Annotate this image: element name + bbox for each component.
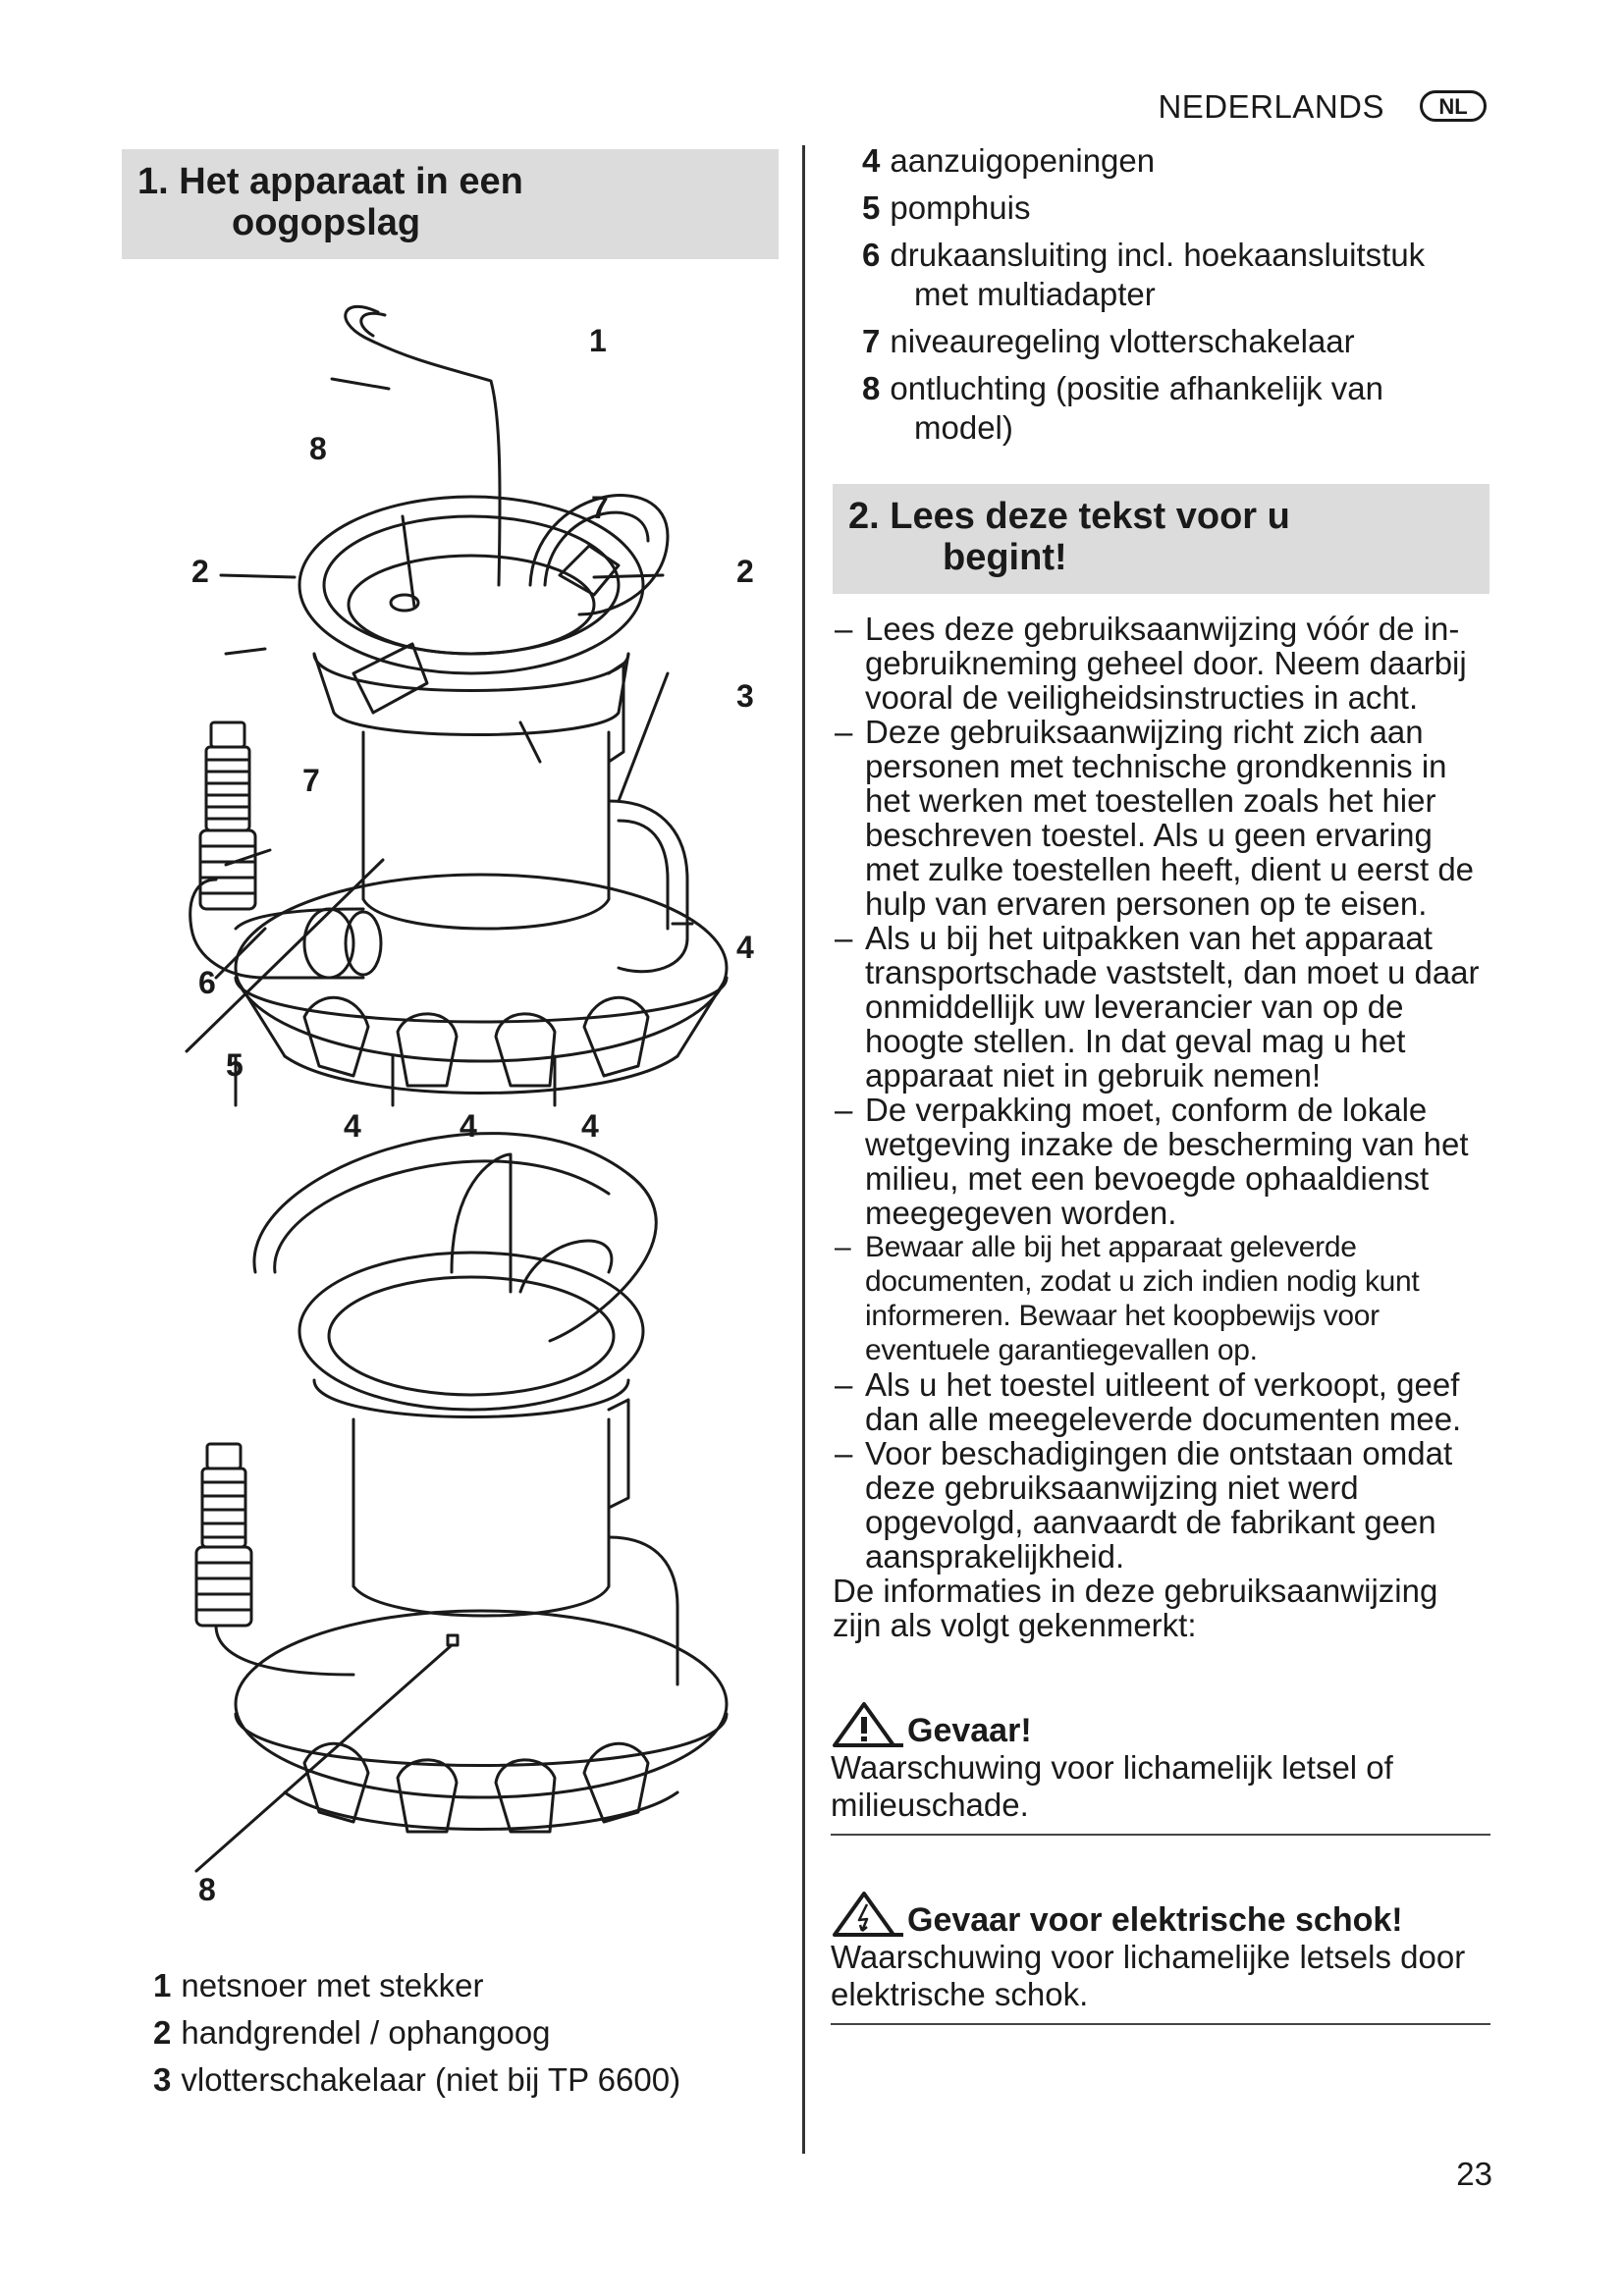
warning-title: Gevaar voor elektrische schok! bbox=[907, 1901, 1403, 1939]
instruction-item: – De verpakking moet, conform de lokale wetgeving inzake de bescherming van het milieu, met een bevoegde ophaaldienst meegegeven worden. bbox=[833, 1093, 1490, 1230]
instruction-item: – Deze gebruiksaanwijzing richt zich aan personen met technische grondkennis in het werken met toestellen zoals het hier beschreven toestel. Als u geen ervaring met zulke toestellen heeft, dient u eerst de hulp van ervaren personen op te eisen. bbox=[833, 715, 1490, 921]
warning-text: Waarschuwing voor lichamelijke letsels door elektrische schok. bbox=[831, 1939, 1466, 2012]
legend-item-8: 8 ontluchting (positie afhankelijk van model) bbox=[862, 370, 1383, 446]
callout-2-left: 2 bbox=[191, 554, 209, 589]
section-1-title-line2: oogopslag bbox=[232, 202, 421, 243]
pump-drawing-bottom bbox=[196, 1134, 727, 1871]
warning-rule bbox=[831, 1834, 1490, 1836]
callout-6: 6 bbox=[198, 965, 216, 1000]
callout-7-mid: 7 bbox=[302, 763, 320, 798]
callout-4-b: 4 bbox=[460, 1108, 477, 1144]
callout-8-bottom: 8 bbox=[198, 1872, 216, 1907]
legend-item-7: 7 niveauregeling vlotterschakelaar bbox=[862, 323, 1355, 359]
legend-item-1: 1 netsnoer met stekker bbox=[153, 1967, 484, 2003]
warning-title: Gevaar! bbox=[907, 1712, 1032, 1749]
language-header bbox=[1147, 88, 1490, 128]
legend-right bbox=[862, 141, 1490, 455]
callout-7-top: 7 bbox=[591, 490, 609, 525]
legend-item-4: 4 aanzuigopeningen bbox=[862, 142, 1156, 179]
legend-item-3: 3 vlotterschakelaar (niet bij TP 6600) bbox=[153, 2061, 681, 2098]
callout-2-right: 2 bbox=[736, 554, 754, 589]
section-2-title-line1: 2. Lees deze tekst voor u bbox=[848, 496, 1290, 537]
instruction-item: – Als u het toestel uitleent of verkoopt, geef dan alle meegeleverde documenten mee. bbox=[833, 1367, 1490, 1436]
electric-warning-icon bbox=[831, 1890, 905, 1939]
warning-block-danger bbox=[831, 1700, 1490, 1836]
legend-item-2: 2 handgrendel / ophangoog bbox=[153, 2014, 551, 2051]
callout-8: 8 bbox=[309, 431, 327, 466]
info-text: De informaties in deze gebruiksaanwijzing zijn als volgt gekenmerkt: bbox=[833, 1573, 1438, 1643]
pump-illustration bbox=[157, 291, 756, 1959]
callout-4-right: 4 bbox=[736, 930, 754, 965]
warning-text: Waarschuwing voor lichamelijk letsel of milieuschade. bbox=[831, 1749, 1393, 1823]
warning-block-electric bbox=[831, 1890, 1490, 2025]
column-divider bbox=[802, 145, 805, 2154]
legend-item-5: 5 pomphuis bbox=[862, 189, 1031, 226]
section-1-heading bbox=[122, 149, 779, 259]
section-1-title-line1: 1. Het apparaat in een bbox=[137, 161, 523, 202]
legend-item-6: 6 drukaansluiting incl. hoekaansluitstuk met multiadapter bbox=[862, 237, 1426, 312]
instruction-item: – Bewaar alle bij het apparaat geleverde documenten, zodat u zich indien nodig kunt informeren. Bewaar het koopbewijs voor eventuele garantiegevallen op. bbox=[833, 1230, 1490, 1367]
page-number: 23 bbox=[1456, 2156, 1492, 2192]
callout-1: 1 bbox=[589, 323, 607, 358]
instruction-item: – Als u bij het uitpakken van het apparaat transportschade vaststelt, dan moet u daar onmiddellijk uw leverancier van op de hoogte stellen. In dat geval mag u het apparaat niet in gebruik nemen! bbox=[833, 921, 1490, 1093]
callout-4-a: 4 bbox=[344, 1108, 361, 1144]
language-badge: NL bbox=[1420, 90, 1487, 122]
instruction-item: – Lees deze gebruiksaanwijzing vóór de in-gebruikneming geheel door. Neem daarbij vooral de veiligheidsinstructies in acht. bbox=[833, 612, 1490, 715]
instructions-list bbox=[833, 612, 1490, 1642]
instruction-item: – Voor beschadigingen die ontstaan omdat deze gebruiksaanwijzing niet werd opgevolgd, aanvaardt de fabrikant geen aansprakelijkheid. bbox=[833, 1436, 1490, 1574]
section-2-title-line2: begint! bbox=[943, 537, 1067, 578]
callout-5: 5 bbox=[226, 1047, 244, 1083]
callout-4-c: 4 bbox=[581, 1108, 599, 1144]
section-2-heading bbox=[833, 484, 1489, 594]
callout-3: 3 bbox=[736, 678, 754, 714]
pump-drawing-top bbox=[190, 306, 727, 1093]
language-label: NEDERLANDS bbox=[1158, 88, 1384, 125]
warning-triangle-icon bbox=[831, 1700, 905, 1749]
warning-rule bbox=[831, 2023, 1490, 2025]
legend-left bbox=[153, 1966, 782, 2108]
